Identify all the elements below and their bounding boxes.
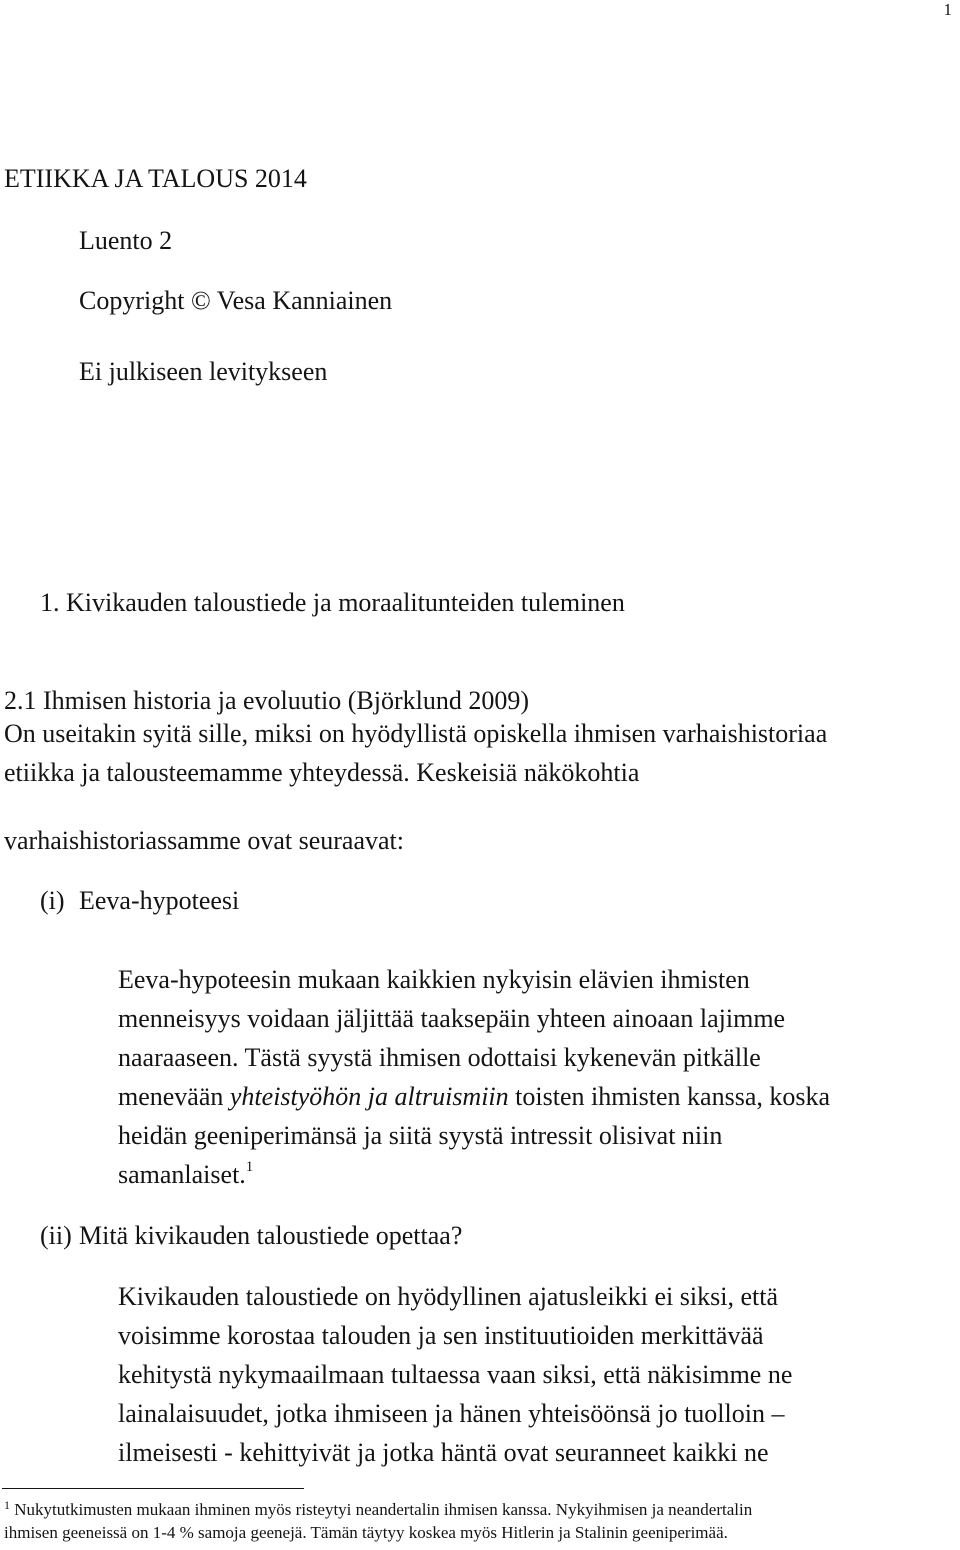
section-2-heading: 2.1 Ihmisen historia ja evoluutio (Björklund 2009) (4, 686, 529, 715)
footnote-text: Nukytutkimusten mukaan ihminen myös risteytyi neandertalin ihmisen kanssa. Nykyihmisen ja neandertalin (10, 1500, 753, 1519)
emphasis-text: yhteistyöhön ja altruismiin (229, 1082, 509, 1111)
text-segment: toisten ihmisten kanssa, koska (508, 1082, 831, 1111)
paragraph-line: Kivikauden taloustiede on hyödyllinen ajatusleikki ei siksi, että (118, 1282, 778, 1311)
paragraph-line: ilmeisesti - kehittyivät ja jotka häntä ovat seuranneet kaikki ne (118, 1438, 769, 1467)
text-segment: menevään (118, 1082, 230, 1111)
text-segment: samanlaiset. (118, 1160, 246, 1189)
list-title-i: Eeva-hypoteesi (79, 886, 240, 915)
footnote-reference[interactable]: 1 (245, 1159, 254, 1175)
paragraph-line: voisimme korostaa talouden ja sen instituutioiden merkittävää (118, 1321, 764, 1350)
paragraph-line: menneisyys voidaan jäljittää taaksepäin yhteen ainoaan lajimme (118, 1004, 786, 1033)
document-title: ETIIKKA JA TALOUS 2014 (4, 164, 307, 193)
list-title-ii: Mitä kivikauden taloustiede opettaa? (79, 1221, 463, 1250)
footnote-divider (2, 1488, 304, 1489)
footnote-marker: 1 (4, 1498, 10, 1512)
paragraph-line: heidän geeniperimänsä ja siitä syystä intressit olisivat niin (118, 1121, 723, 1150)
paragraph-line: naaraaseen. Tästä syystä ihmisen odottaisi kykenevän pitkälle (118, 1043, 761, 1072)
copyright-line: Copyright © Vesa Kanniainen (79, 286, 393, 315)
paragraph-line (118, 1160, 253, 1190)
lecture-label: Luento 2 (79, 226, 173, 255)
paragraph-line: kehitystä nykymaailmaan tultaessa vaan siksi, että näkisimme ne (118, 1360, 793, 1389)
paragraph-line (118, 1082, 830, 1112)
paragraph-line: Eeva-hypoteesin mukaan kaikkien nykyisin elävien ihmisten (118, 965, 750, 994)
footnote-line-1 (4, 1499, 752, 1521)
list-marker-ii: (ii) (40, 1221, 72, 1250)
list-marker-i: (i) (40, 886, 65, 915)
page-number: 1 (943, 0, 952, 19)
distribution-note: Ei julkiseen levitykseen (79, 357, 328, 386)
intro-line-1: On useitakin syitä sille, miksi on hyödyllistä opiskella ihmisen varhaishistoriaa (4, 719, 828, 748)
intro-line-3: varhaishistoriassamme ovat seuraavat: (4, 826, 404, 855)
footnote-line-2: ihmisen geeneissä on 1-4 % samoja geenejä. Tämän täytyy koskea myös Hitlerin ja Stalinin geeniperimää. (4, 1523, 728, 1542)
paragraph-line: lainalaisuudet, jotka ihmiseen ja hänen yhteisöönsä jo tuolloin – (118, 1399, 785, 1428)
intro-line-2: etiikka ja talousteemamme yhteydessä. Keskeisiä näkökohtia (4, 758, 640, 787)
section-1-heading: 1. Kivikauden taloustiede ja moraalitunteiden tuleminen (40, 588, 625, 617)
